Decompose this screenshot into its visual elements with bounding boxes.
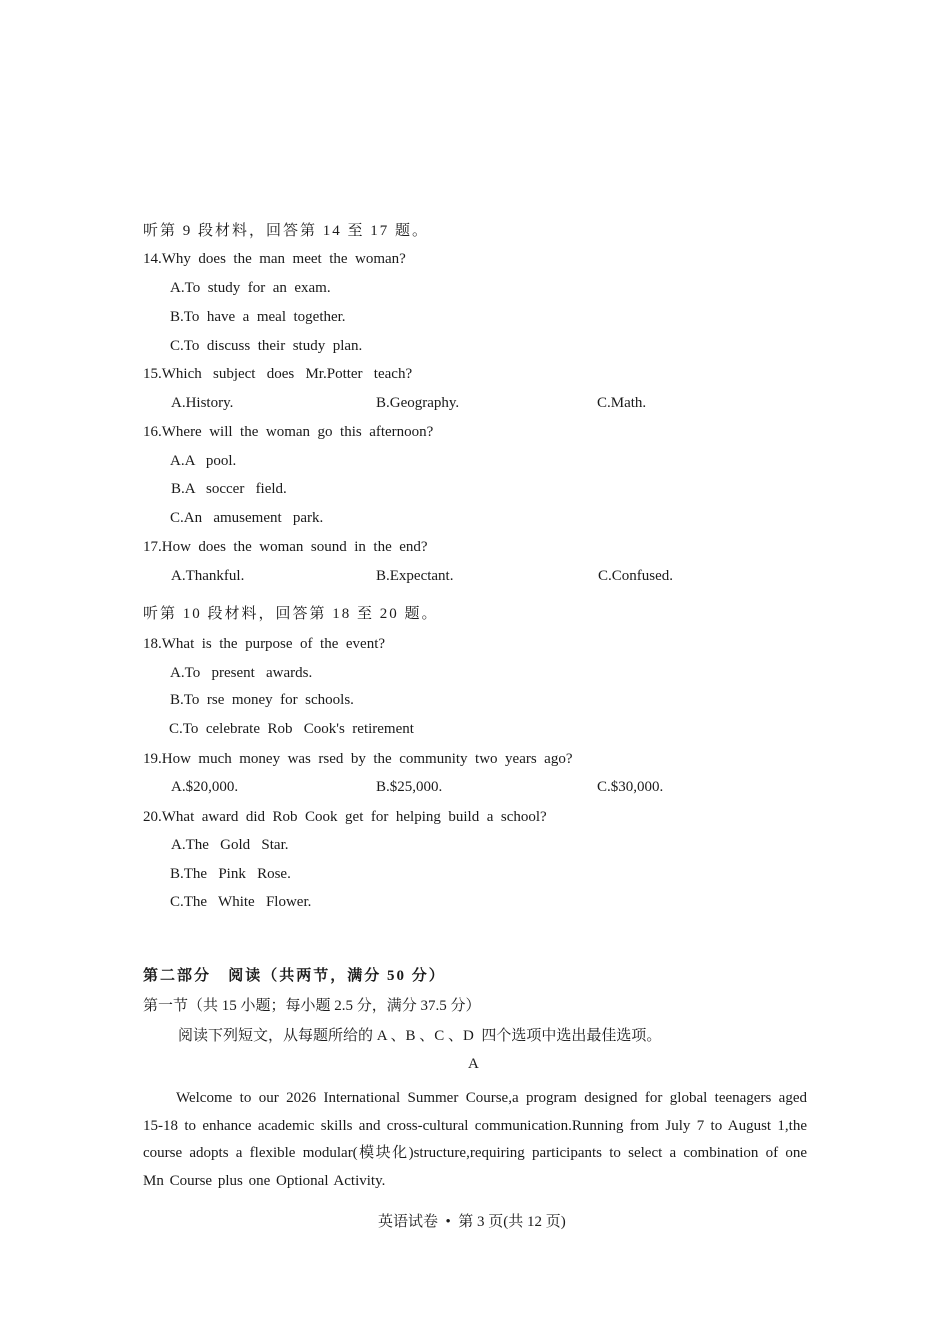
q20-option-a: A.The Gold Star. [171, 837, 289, 853]
q19-option-a: A.$20,000. [171, 779, 239, 795]
q18-option-a: A.To present awards. [170, 665, 313, 681]
section-heading-10: 听第 10 段材料，回答第 18 至 20 题。 [143, 606, 439, 622]
q14-option-c: C.To discuss their study plan. [170, 338, 363, 354]
q19-option-c: C.$30,000. [597, 779, 664, 795]
q18-option-b: B.To rse money for schools. [170, 692, 354, 708]
section-heading-9: 听第 9 段材料，回答第 14 至 17 题。 [143, 223, 430, 239]
q20-option-b: B.The Pink Rose. [170, 866, 291, 882]
question-16: 16.Where will the woman go this afternoon? [143, 424, 434, 440]
passage-label: A [468, 1056, 479, 1072]
q16-option-a: A.A pool. [170, 453, 237, 469]
q19-option-b: B.$25,000. [376, 779, 443, 795]
q14-option-b: B.To have a meal together. [170, 309, 346, 325]
part2-title: 第二部分 阅读（共两节，满分 50 分） [143, 968, 446, 984]
part2-instruction: 阅读下列短文，从每题所给的 A 、B 、C 、D 四个选项中选出最佳选项。 [178, 1028, 662, 1044]
q16-option-b: B.A soccer field. [171, 481, 287, 497]
q17-option-a: A.Thankful. [171, 568, 245, 584]
q15-option-c: C.Math. [597, 395, 647, 411]
q18-option-c: C.To celebrate Rob Cook's retirement [169, 721, 414, 737]
q15-option-b: B.Geography. [376, 395, 460, 411]
q17-option-c: C.Confused. [598, 568, 673, 584]
q17-option-b: B.Expectant. [376, 568, 454, 584]
q16-option-c: C.An amusement park. [170, 510, 324, 526]
question-17: 17.How does the woman sound in the end? [143, 539, 428, 555]
question-18: 18.What is the purpose of the event? [143, 636, 386, 652]
page-footer: 英语试卷 • 第 3 页(共 12 页) [378, 1214, 566, 1230]
question-19: 19.How much money was rsed by the community two years ago? [143, 751, 573, 767]
q14-option-a: A.To study for an exam. [170, 280, 331, 296]
question-15: 15.Which subject does Mr.Potter teach? [143, 366, 413, 382]
passage-paragraph: Welcome to our 2026 International Summer Course,a program designed for global teenagers aged 15-18 to enhance academic skills and cross-cultural communication.Running from July 7 to August 1,the course adopts a flexible modular(模块化)structure,requiring participants to select a combination of one Mn Course plus one Optional Activity. [143, 1090, 807, 1189]
q15-option-a: A.History. [171, 395, 234, 411]
q20-option-c: C.The White Flower. [170, 894, 312, 910]
part2-section1-heading: 第一节（共 15 小题；每小题 2.5 分，满分 37.5 分） [143, 998, 481, 1014]
question-20: 20.What award did Rob Cook get for helping build a school? [143, 809, 547, 825]
question-14: 14.Why does the man meet the woman? [143, 251, 406, 267]
